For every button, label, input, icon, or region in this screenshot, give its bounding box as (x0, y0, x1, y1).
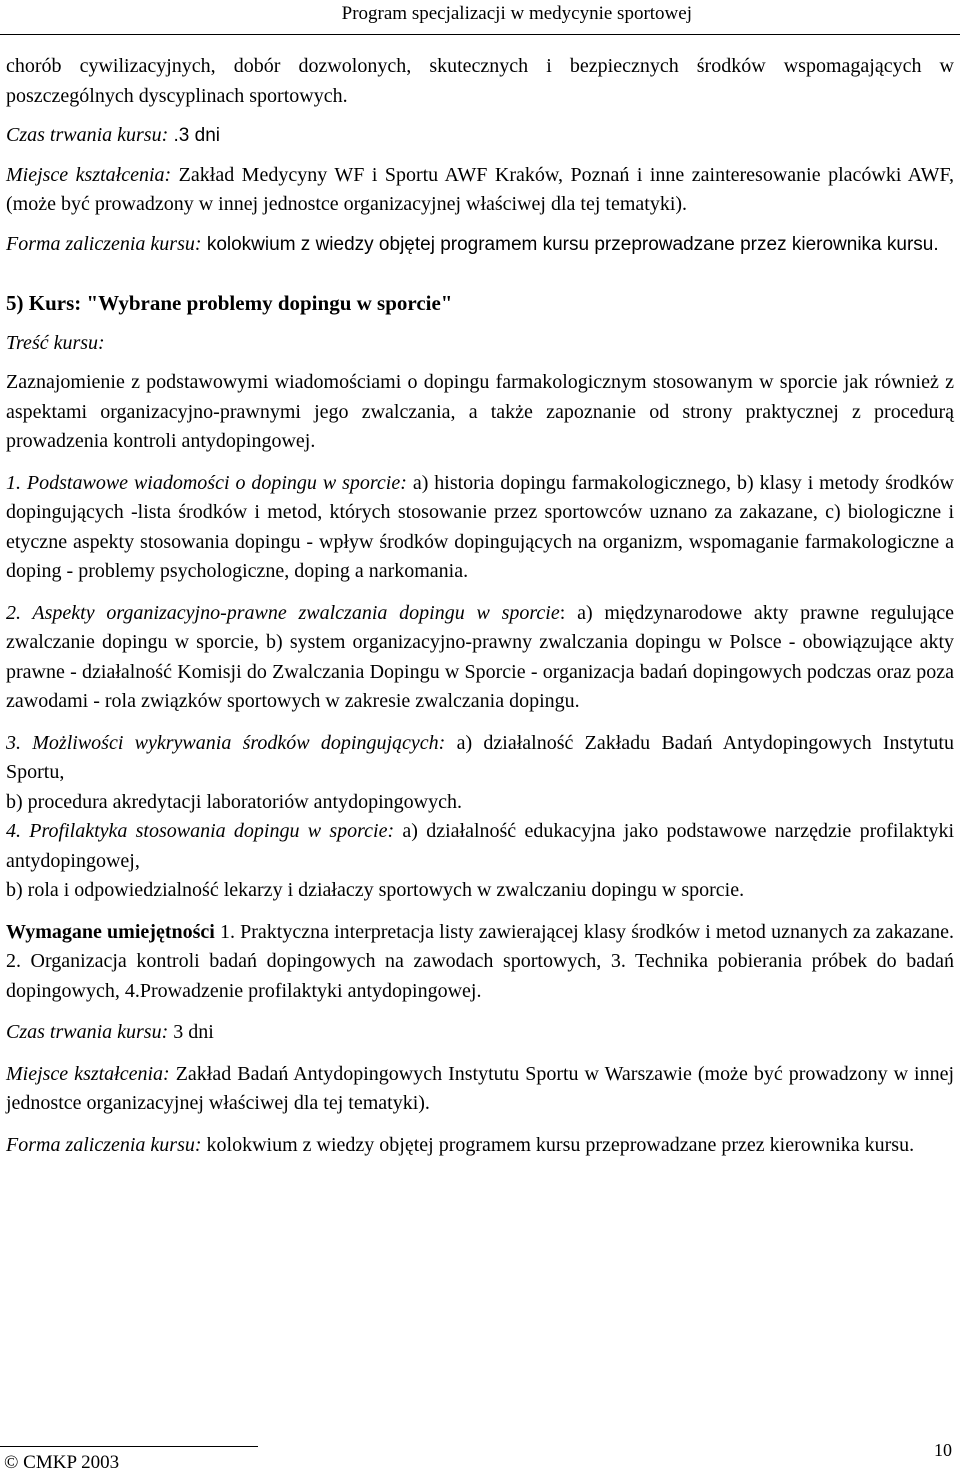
skills-text: 1. Praktyczna interpretacja listy zawierającej klasy środków i metod uznanych za zakazane. 2. Organizacja kontroli badań dopingowych na zawodach sportowych, 3. Technika pobierania próbek do badań dopingowych, 4.Prowadzenie profilaktyki antydopingowej. (6, 920, 955, 1002)
duration-row-2 (6, 1018, 954, 1048)
place-value: Zakład Medycyny WF i Sportu AWF Kraków, Poznań i inne zainteresowanie placówki AWF, (może być prowadzony w innej jednostce organizacyjnej właściwej dla tej tematyki). (6, 163, 954, 215)
topic-text: a) działalność edukacyjna jako podstawowe narzędzie profilaktyki antydopingowej, (6, 820, 954, 872)
topic-label: 2. Aspekty organizacyjno-prawne zwalczania dopingu w sporcie (6, 601, 560, 624)
form-label: Forma zaliczenia kursu: (6, 1133, 202, 1156)
place-value: Zakład Badań Antydopingowych Instytutu Sportu w Warszawie (może być prowadzony w innej jednostce organizacyjnej właściwej dla tej tematyki). (6, 1062, 954, 1114)
duration-label: Czas trwania kursu: (6, 124, 169, 146)
topic-label: 4. Profilaktyka stosowania dopingu w sporcie: (6, 820, 395, 842)
form-value: kolokwium z wiedzy objętej programem kursu przeprowadzane przez kierownika kursu. (201, 1133, 915, 1156)
topic-item-3 (6, 729, 954, 788)
form-label: Forma zaliczenia kursu: (6, 232, 202, 255)
topic-text: : a) międzynarodowe akty prawne regulujące zwalczanie dopingu w sporcie, b) system organizacyjno-prawny zwalczania dopingu w Polsce - obowiązujące akty prawne - działalność Komisji do Zwalczania Dopingu w Sporcie - organizacja badań dopingowych podczas oraz poza zawodami - rola związków sportowych w zakresie zwalczania dopingu. (6, 601, 955, 712)
form-row-1 (6, 230, 954, 260)
header-title: Program specjalizacji w medycynie sportowej (341, 3, 692, 24)
page-number: 10 (934, 1440, 952, 1460)
page-footer (0, 1440, 960, 1476)
paragraph-continuation: chorób cywilizacyjnych, dobór dozwolonych, skutecznych i bezpiecznych środków wspomagających w poszczególnych dyscyplinach sportowych. (6, 55, 954, 107)
content-heading: Treść kursu: (6, 331, 105, 354)
duration-value: 3 dni (168, 1021, 214, 1043)
place-label: Miejsce kształcenia: (6, 1062, 170, 1085)
duration-row-1 (6, 121, 954, 151)
place-row-2 (6, 1060, 954, 1119)
topic-item-1 (6, 469, 954, 587)
page-content (6, 52, 954, 1160)
topic-item-2 (6, 599, 954, 717)
topic-item-4 (6, 817, 954, 876)
topic-item-4-cont: b) rola i odpowiedzialność lekarzy i działaczy sportowych w zwalczaniu dopingu w sporcie. (6, 879, 745, 901)
form-row-2 (6, 1131, 954, 1161)
footer-copyright: © CMKP 2003 (4, 1452, 120, 1473)
topic-label: 1. Podstawowe wiadomości o dopingu w sporcie: (6, 471, 407, 494)
topic-text: a) działalność Zakładu Badań Antydopingowych Instytutu Sportu, (6, 731, 954, 783)
place-row-1 (6, 161, 954, 220)
page-header (0, 0, 960, 35)
course-heading: 5) Kurs: "Wybrane problemy dopingu w sporcie" (6, 291, 453, 315)
form-value: kolokwium z wiedzy objętej programem kursu przeprowadzane przez kierownika kursu. (201, 233, 939, 255)
place-label: Miejsce kształcenia: (6, 163, 172, 186)
skills-row (6, 918, 954, 1007)
topic-item-3-cont: b) procedura akredytacji laboratoriów antydopingowych. (6, 790, 462, 813)
topic-text: a) historia dopingu farmakologicznego, b) klasy i metody środków dopingujących -lista środków i metod, których stosowanie przez sportowców uznano za zakazane, c) biologiczne i etyczne aspekty stosowania dopingu - wpływ środków dopingujących na organizm, wspomaganie farmakologiczne a doping - problemy psychologiczne, doping a narkomania. (6, 471, 954, 582)
topic-label: 3. Możliwości wykrywania środków dopingujących: (6, 731, 446, 754)
skills-label: Wymagane umiejętności (6, 920, 215, 943)
duration-value: .3 dni (168, 125, 221, 146)
course-intro: Zaznajomienie z podstawowymi wiadomościami o dopingu farmakologicznym stosowanym w sporcie jak również z aspektami organizacyjno-prawnymi jego zwalczania, a także zapoznanie od strony praktycznej z procedurą prowadzenia kontroli antydopingowej. (6, 371, 954, 452)
footer-divider (0, 1446, 258, 1447)
duration-label: Czas trwania kursu: (6, 1021, 169, 1043)
